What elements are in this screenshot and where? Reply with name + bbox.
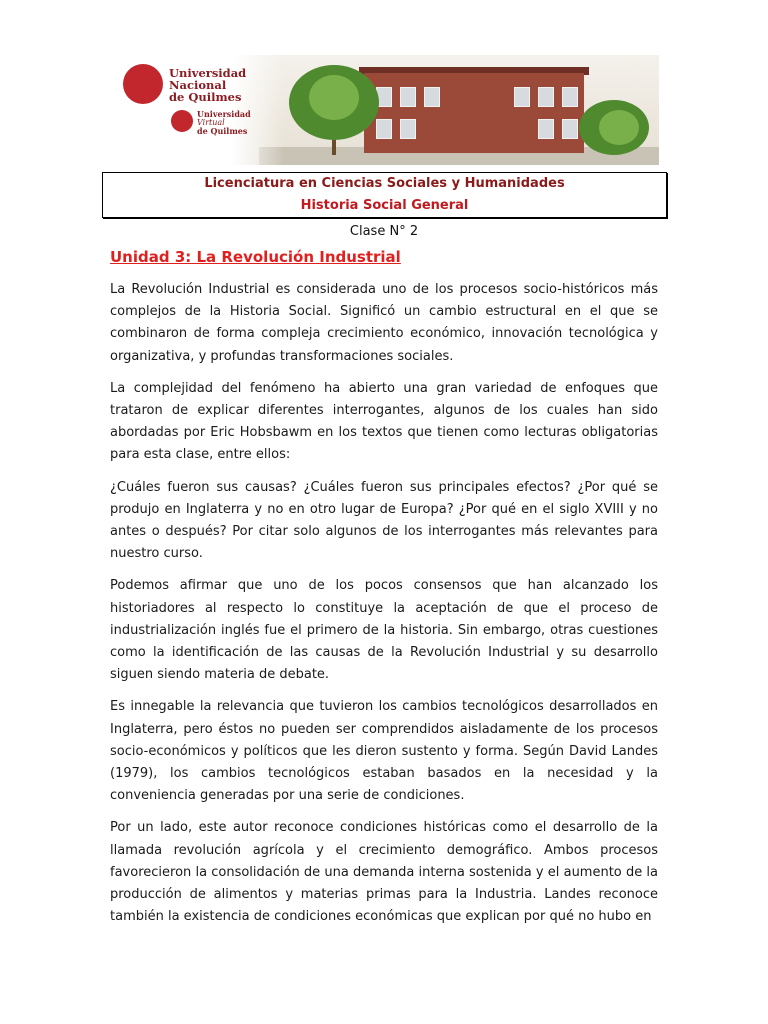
logo-line: Universidad: [197, 109, 251, 119]
paragraph: Es innegable la relevancia que tuvieron los cambios tecnológicos desarrollados en Inglaterra, pero éstos no pueden ser comprendidos aisladamente de los procesos socio-económicos y políticos que les dieron sustento y forma. Según David Landes (1979), los cambios tecnológicos estaban basados en la necesidad y la conveniencia generadas por una serie de condiciones.: [110, 699, 658, 804]
logo-area: [109, 55, 284, 165]
paragraph: La Revolución Industrial es considerada uno de los procesos socio-históricos más complejos de la Historia Social. Significó un cambio estructural en el que se combinaron de forma compleja crecimiento económico, innovación tecnológica y organizativa, y profundas transformaciones sociales.: [110, 282, 658, 364]
building-window: [514, 87, 530, 107]
building-window: [562, 87, 578, 107]
virtual-university-logo-text: [197, 110, 277, 136]
logo-line: Virtual: [197, 117, 225, 127]
header-banner-image: [109, 55, 659, 165]
university-logo-text: [169, 67, 279, 103]
logo-line: de Quilmes: [197, 126, 248, 136]
paragraph: La complejidad del fenómeno ha abierto una gran variedad de enfoques que trataron de explicar diferentes interrogantes, algunos de los cuales han sido abordadas por Eric Hobsbawm en los textos que tienen como lecturas obligatorias para esta clase, entre ellos:: [110, 380, 658, 463]
paragraph: ¿Cuáles fueron sus causas? ¿Cuáles fueron sus principales efectos? ¿Por qué se produjo en Inglaterra y no en otro lugar de Europa? ¿Por qué en el siglo XVIII y no antes o después? Por citar solo algunos de los interrogantes más relevantes para nuestro curso.: [110, 479, 658, 562]
logo-line: Nacional: [169, 78, 227, 92]
tree: [309, 75, 359, 120]
body-text: [110, 279, 658, 938]
building-window: [400, 119, 416, 139]
building-window: [538, 119, 554, 139]
university-seal-logo: [123, 64, 163, 104]
building-window: [538, 87, 554, 107]
building-window: [562, 119, 578, 139]
class-number: Clase N° 2: [349, 224, 419, 239]
building-window: [400, 87, 416, 107]
course-header-box: [102, 172, 667, 218]
course-title: Historia Social General: [300, 198, 469, 213]
building-window: [424, 87, 440, 107]
logo-line: Universidad: [169, 66, 247, 80]
university-building: [364, 73, 584, 153]
program-title: Licenciatura en Ciencias Sociales y Humanidades: [204, 176, 565, 191]
logo-line: de Quilmes: [169, 90, 242, 104]
tree: [599, 110, 639, 145]
unit-title: Unidad 3: La Revolución Industrial: [110, 248, 401, 266]
building-window: [376, 119, 392, 139]
virtual-university-seal-logo: [171, 110, 193, 132]
paragraph: Podemos afirmar que uno de los pocos consensos que han alcanzado los historiadores al respecto lo constituye la aceptación de que el proceso de industrialización inglés fue el primero de la historia. Sin embargo, otras cuestiones como la identificación de las causas de la Revolución Industrial y su desarrollo siguen siendo materia de debate.: [110, 578, 658, 683]
paragraph: Por un lado, este autor reconoce condiciones históricas como el desarrollo de la llamada revolución agrícola y el crecimiento demográfico. Ambos procesos favorecieron la consolidación de una demanda interna sostenida y el aumento de la producción de alimentos y materias primas para la Industria. Landes reconoce también la existencia de condiciones económicas que explican por qué no hubo en: [110, 820, 658, 925]
